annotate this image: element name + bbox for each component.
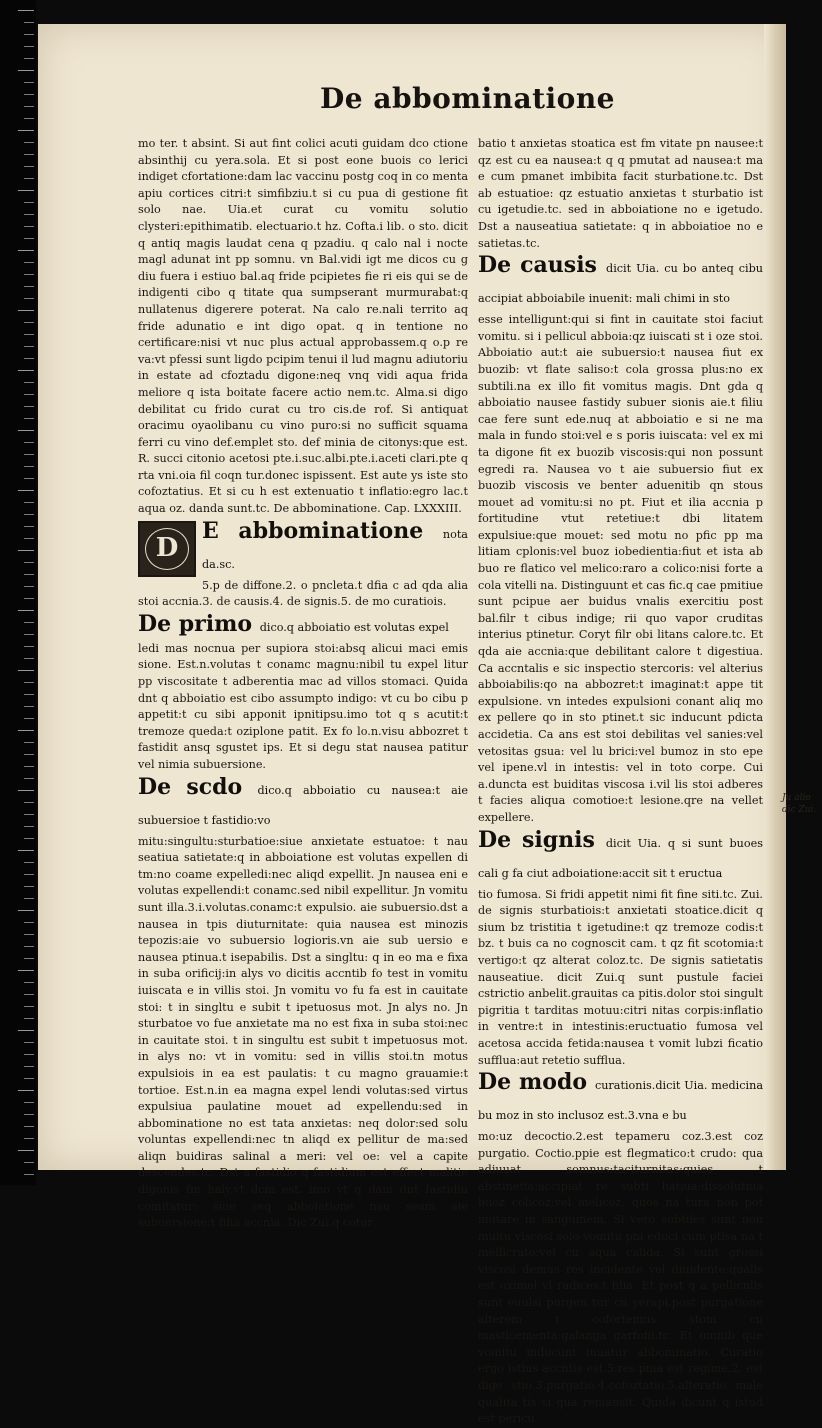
section-heading: [478, 827, 763, 887]
ruler-tick: [24, 706, 34, 707]
heading-lead-text: dicit Uia. q si sunt buoes cali g fa ciut adboiatione:accit sit t eructua: [478, 836, 763, 880]
ruler-tick: [24, 922, 34, 923]
ruler-tick: [24, 418, 34, 419]
ruler-tick: [24, 874, 34, 875]
heading-text: De scdo: [138, 773, 243, 800]
ruler-tick: [18, 190, 34, 191]
heading-text: De causis: [478, 252, 597, 279]
ruler-tick: [24, 514, 34, 515]
ruler-tick: [24, 1102, 34, 1103]
heading-text: De primo: [138, 610, 253, 637]
body-paragraph: mitu:singultu:sturbatioe:siue anxietate estuatoe: t nau seatiua satietate:q in abboiatione est volutas expellen di tm:no coame expelledi:nec aliqd expellit. Jn nausea eni e volutas expellendi:t conamc.sed nibil expellitur. Jn vomitu sunt illa.3.i.volutas.conamc:t expulsio. aie subuersio.dst a nausea in tpis diuturnitate: quia nausea est minozis tepozis:aie vo subuersio logioris.vn aie sub uersio e nausea ptinua.t isepabilis. Dst a singltu: q in eo ma e fixa in suba orificij:in alys vo dicitis accntib fo test in vomitu iuiscata e in villis stoi. Jn vomitu vo fu fa est in cauitate stoi: t in singltu e subit t ipetuosus mot. Jn alys no. Jn sturbatoe vo fue anxietate ma no est fixa in suba stoi:nec in cauitate stoi. t in singultu est subit t impetuosus mot. in alys no: vt in vomitu: sed in villis stoi.tn motus expulsiois in ea est paulatis: t cu magno grauamie:t tortioe. Est.n.in ea magna expel lendi volutas:sed virtus expulsiua paulatine mouet ad expellendu:sed in abbominatione no est tata anxietas: neq dolor:sed solu voluntas expellendi:nec tn aliqd ex pellitur de ma:sed aliqn buidiras salinal a meri: vel oe: vel a capite descendes.tc. Dst a fastidio q fastidium est effect malitie digonis fm haly.vt dcm est. imo vt q dam dnt fastidiu comitatur: siue seq abboiatione nau seam aie subuersione:t filia accnia. Dic Zui.q cotur: [138, 834, 468, 1230]
ruler-tick: [18, 130, 34, 131]
body-paragraph: mo:uz decoctio.2.est tepameru coz.3.est coz purgatio. Coctio.ppie est flegmatico:t crudo: qua adiuuat somnus:taciturnitas:quies t abstinetia:accipiat re subti liatiua:dissolutiua buoz colicoz:vel melicoz: quos na tura non pot mutare in sanguinem. Si vero subtiles sunt non multu viscosi solo vomitu pni educi cum ptisa na t mellicrato:vel cu aqua calida. Si sunt grossi viscosi demus res incidente vel diuidente:qualis est oximel vl radices.t filia. Et post q a pelliculis sunt euulsi purgen tur cu yerapi.post purgatione alterem t cofortemus stom cu masticementa:galanga garfofil.tc. Et omnib que vomitu inducunt iuuatur abbominatio. Curatio ergo istius accntis est.5.res.pma est regime.2. est dige stio.3.purgatio.4.cofoztatio.5.alteratio male qualita tis si qua remansit. Quida dicunt q istud est pericu: [478, 1130, 763, 1426]
ruler-tick: [24, 34, 34, 35]
ruler-tick: [18, 1150, 34, 1151]
ruler-tick: [24, 634, 34, 635]
ruler-tick: [18, 910, 34, 911]
ruler-tick: [24, 334, 34, 335]
ruler-tick: [18, 1030, 34, 1031]
ruler-tick: [24, 1078, 34, 1079]
ruler-tick: [24, 886, 34, 887]
ruler-tick: [24, 298, 34, 299]
scan-ruler: [0, 0, 36, 1185]
ruler-tick: [24, 826, 34, 827]
ruler-tick: [24, 202, 34, 203]
ruler-tick: [18, 310, 34, 311]
heading-lead-text: curationis.dicit Uia. medicina bu moz in sto inclusoz est.3.vna e bu: [478, 1079, 763, 1123]
body-paragraph: mo ter. t absint. Si aut fint colici acuti guidam dco ctione absinthij cu yera.sola. Et si post eone buois co lerici indiget cfortatione:dam lac vaccinu postg coq in co menta apiu cortices citri:t simfibziu.t si cu pua di gestione fit solo nae. Uia.et curat cu vomitu solutio clysteri:epithimatib. electuario.t hz. Cofta.i lib. o sto. dicit q antiq magis laudat cena q pzadiu. q calo nal i nocte magl adunat int pp somnu. vn Bal.vidi igt me dicos cu g diu fuera i estiuo bal.aq fride pcipietes fie ri eis qui se de indigenti cibo q titate qua sumpserant murmurabat:q nullatenus digerere poterat. Na calo re.nali territo aq fride adunatio e int digo opat. q in tentione no certificare:nisi vt nuc plus actual approbassem.q o.p re va:vt pfessi sunt ligdo pcipim tenui il lud magnu adiutoriu in estate ad cfoztadu digone:neq vnq vidi aqua frida meliore q ista boitate facere actio nem.tc. Alma.si digo debilitat cu frido curat cu tro cis.de rof. Si antiquat oracimu oyaolibanu cu vino puro:si no sufficit squama ferri cu vino def.emplet sto. def minia de citonys:que est. R. succi citonio acetosi pte.i.suc.albi.pte.i.aceti clari.pte q rta vni.oia fil coqn tur.donec ispissent. Est aute ys iste sto cofoztatius. Et si cu h est extenuatio t inflatio:egro lac.t aqua oz. danda sunt.tc. De abbominatione. Cap. LXXXIII.: [138, 137, 468, 516]
ruler-tick: [24, 586, 34, 587]
ruler-tick: [24, 442, 34, 443]
ruler-tick: [18, 790, 34, 791]
ruler-tick: [24, 622, 34, 623]
ruler-tick: [24, 454, 34, 455]
heading-lead-text: dico.q abboiatio cu nausea:t aie subuersioe t fastidio:vo: [138, 783, 468, 827]
ruler-tick: [24, 1162, 34, 1163]
ruler-tick: [24, 322, 34, 323]
ruler-tick: [24, 82, 34, 83]
ruler-tick: [18, 250, 34, 251]
ruler-tick: [24, 118, 34, 119]
running-head: De abbominatione: [320, 82, 615, 115]
section-heading: [138, 611, 468, 641]
ruler-tick: [24, 46, 34, 47]
margin-annotation: Ju alio dic Zui.: [782, 793, 817, 815]
ruler-tick: [24, 286, 34, 287]
ruler-tick: [24, 694, 34, 695]
ruler-tick: [24, 382, 34, 383]
ruler-tick: [24, 346, 34, 347]
ruler-tick: [24, 394, 34, 395]
ruler-tick: [18, 610, 34, 611]
ruler-tick: [24, 814, 34, 815]
ruler-tick: [24, 1138, 34, 1139]
ruler-tick: [24, 166, 34, 167]
ruler-tick: [24, 1054, 34, 1055]
ruler-tick: [24, 946, 34, 947]
ruler-tick: [18, 730, 34, 731]
ruler-tick: [24, 1126, 34, 1127]
ruler-tick: [18, 850, 34, 851]
heading-lead-text: nota da.sc.: [202, 527, 468, 571]
ruler-tick: [24, 106, 34, 107]
right-text-column: [478, 136, 763, 1428]
initial-letter: D: [145, 528, 189, 570]
ruler-tick: [18, 70, 34, 71]
body-paragraph: batio t anxietas stoatica est fm vitate pn nausee:t qz est cu ea nausea:t q q pmutat ad nausea:t ma e cum pmanet imbibita facit sturbatione.tc. Dst ab estuatioe: qz estuatio anxietas t sturbatio ist cu igetudie.tc. sed in abboiatione no e igetudo. Dst a nauseatiua satietate: q in abboiatioe no e satietas.tc.: [478, 137, 763, 250]
ruler-tick: [24, 1114, 34, 1115]
heading-text: E abbominatione: [202, 517, 424, 544]
ruler-tick: [24, 238, 34, 239]
ruler-tick: [24, 478, 34, 479]
ruler-tick: [24, 766, 34, 767]
ruler-tick: [24, 574, 34, 575]
ruler-tick: [24, 958, 34, 959]
heading-lead-text: dicit Uia. cu bo anteq cibu accipiat abboiabile inuenit: mali chimi in sto: [478, 262, 763, 306]
ruler-tick: [18, 970, 34, 971]
section-heading: [138, 774, 468, 834]
ruler-tick: [24, 226, 34, 227]
body-paragraph: 5.p de diffone.2. o pncleta.t dfia c ad qda alia stoi accnia.3. de causis.4. de signis.5. de mo curatiois.: [138, 578, 468, 609]
body-paragraph: esse intelligunt:qui si fint in cauitate stoi faciut vomitu. si i pellicul abboia:qz iuiscati st i oze stoi. Abboiatio aut:t aie subuersio:t nausea fiut ex buozib: vt flate saliso:t cola grossa plus:no ex subtili.na ex illo fit vomitus magis. Dnt gda q abboiatio nausee fastidy subuer sionis aie.t filiu cae fere sunt ede.nuq at abboiatio e si ne ma mala in fundo stoi:vel e s poris iuiscata: vel ex mi ta digone fit ex buozib viscosis:qui non possunt egredi ra. Nausea vo t aie subuersio fiut ex buozib viscosis ve benter aduenitib qn stous mouet ad vomitu:si no pt. Fiut et ilia accnia p fortitudine vtut retetiue:t dbi litatem expulsiue:que mouet: sed motu no pfic pp ma litiam cplonis:vel buoz iobedientia:fiut et ista ab buo re flatico vel melico:raro a colico:nisi forte a cola vitelli na. Distinguunt et cas fic.q cae pmitiue sunt pcipue aer buidus vnalis exercitiu post bal.filr t cibus indige; rii quo vapor cruditas interius ptinetur. Coryt filr obi litans calore.tc. Et qda aie accnia:que debilitant calore t digestiua. Ca accntalis e sic inspectio stercoris: vel alterius abboiabilis:qo na abbozret:t imaginat:t appe tit expulsione. vn intedes expulsioni conant aliq mo ex pellere qo in sto ptinet.t sic inducunt pdicta accidetia. Ca ans est stoi debilitas vel sanies:vel vetositas gsua: vel lu brici:vel bumoz in sto epe vel ipene.vl in intestis: vel in toto corpe. Cui a.duncta est buiditas viscosa i.vil lis stoi adberes t facies aliqua comotioe:t lesione.qre na vellet expellere.: [478, 313, 763, 824]
ruler-tick: [18, 670, 34, 671]
ruler-tick: [24, 718, 34, 719]
ruler-tick: [24, 754, 34, 755]
body-paragraph: tio fumosa. Si fridi appetit nimi fit fine siti.tc. Zui. de signis sturbatiois:t anxietati stoatice.dicit q sium bz tristitia t igetudine:t qz tremoze codis:t bz. t buis ca no cognoscit cam. t qz fit scotomia:t vertigo:t qz alterat coloz.tc. De signis satietatis nauseatiue. dicit Zui.q sunt pustule faciei cstrictio anbelit.grauitas ca pitis.dolor stoi singult pigritia t tarditas motuu:citri nitas corpis:inflatio in ventre:t in intestinis:eructuatio fumosa vel acetosa accida fetida:nausea t vomit lubzi ficatio sufflua:aut retetio sufflua.: [478, 887, 763, 1067]
ruler-tick: [24, 778, 34, 779]
decorated-initial: [138, 521, 196, 577]
ruler-tick: [24, 94, 34, 95]
ruler-tick: [24, 178, 34, 179]
ruler-tick: [24, 562, 34, 563]
section-heading: [478, 1069, 763, 1129]
ruler-tick: [24, 838, 34, 839]
ruler-tick: [24, 802, 34, 803]
manuscript-page: [38, 24, 817, 1426]
ruler-tick: [24, 274, 34, 275]
ruler-tick: [18, 370, 34, 371]
ruler-tick: [24, 1174, 34, 1175]
ruler-tick: [24, 466, 34, 467]
page-binding-edge: [764, 24, 786, 1170]
ruler-tick: [24, 538, 34, 539]
heading-text: De signis: [478, 826, 595, 853]
ruler-tick: [24, 862, 34, 863]
ruler-tick: [24, 742, 34, 743]
ruler-tick: [24, 898, 34, 899]
ruler-tick: [24, 1006, 34, 1007]
ruler-tick: [18, 550, 34, 551]
ruler-tick: [24, 682, 34, 683]
ruler-tick: [24, 154, 34, 155]
ruler-tick: [24, 994, 34, 995]
left-text-column: [138, 136, 468, 1232]
ruler-tick: [24, 934, 34, 935]
ruler-tick: [18, 10, 34, 11]
ruler-tick: [24, 1066, 34, 1067]
ruler-tick: [24, 646, 34, 647]
ruler-tick: [18, 1090, 34, 1091]
ruler-tick: [24, 22, 34, 23]
ruler-tick: [24, 526, 34, 527]
heading-lead-text: dico.q abboiatio est volutas expel: [259, 620, 449, 634]
ruler-tick: [24, 406, 34, 407]
section-heading: [478, 252, 763, 312]
ruler-tick: [24, 982, 34, 983]
ruler-tick: [18, 490, 34, 491]
ruler-tick: [24, 1042, 34, 1043]
ruler-tick: [24, 58, 34, 59]
ruler-tick: [24, 658, 34, 659]
ruler-tick: [18, 430, 34, 431]
ruler-tick: [24, 1018, 34, 1019]
heading-text: De modo: [478, 1069, 588, 1096]
ruler-tick: [24, 598, 34, 599]
ruler-tick: [24, 214, 34, 215]
ruler-tick: [24, 262, 34, 263]
body-paragraph: ledi mas nocnua per supiora stoi:absq alicui maci emis sione. Est.n.volutas t conamc magnu:nibil tu expel litur pp viscositate t adberentia mac ad villos stomaci. Quida dnt q abboiatio est cibo assumpto indigo: vt cu bo cibu p appetit:t cu sibi apponit ipnitipsu.imo tot q s acutit:t tremoze queda:t oziplone patit. Ex fo lo.n.visu abbozret t fastidit ansq sgustet ips. Et si degu stat nausea patitur vel nimia subuersione.: [138, 641, 468, 771]
ruler-tick: [24, 502, 34, 503]
ruler-tick: [24, 358, 34, 359]
ruler-tick: [24, 142, 34, 143]
